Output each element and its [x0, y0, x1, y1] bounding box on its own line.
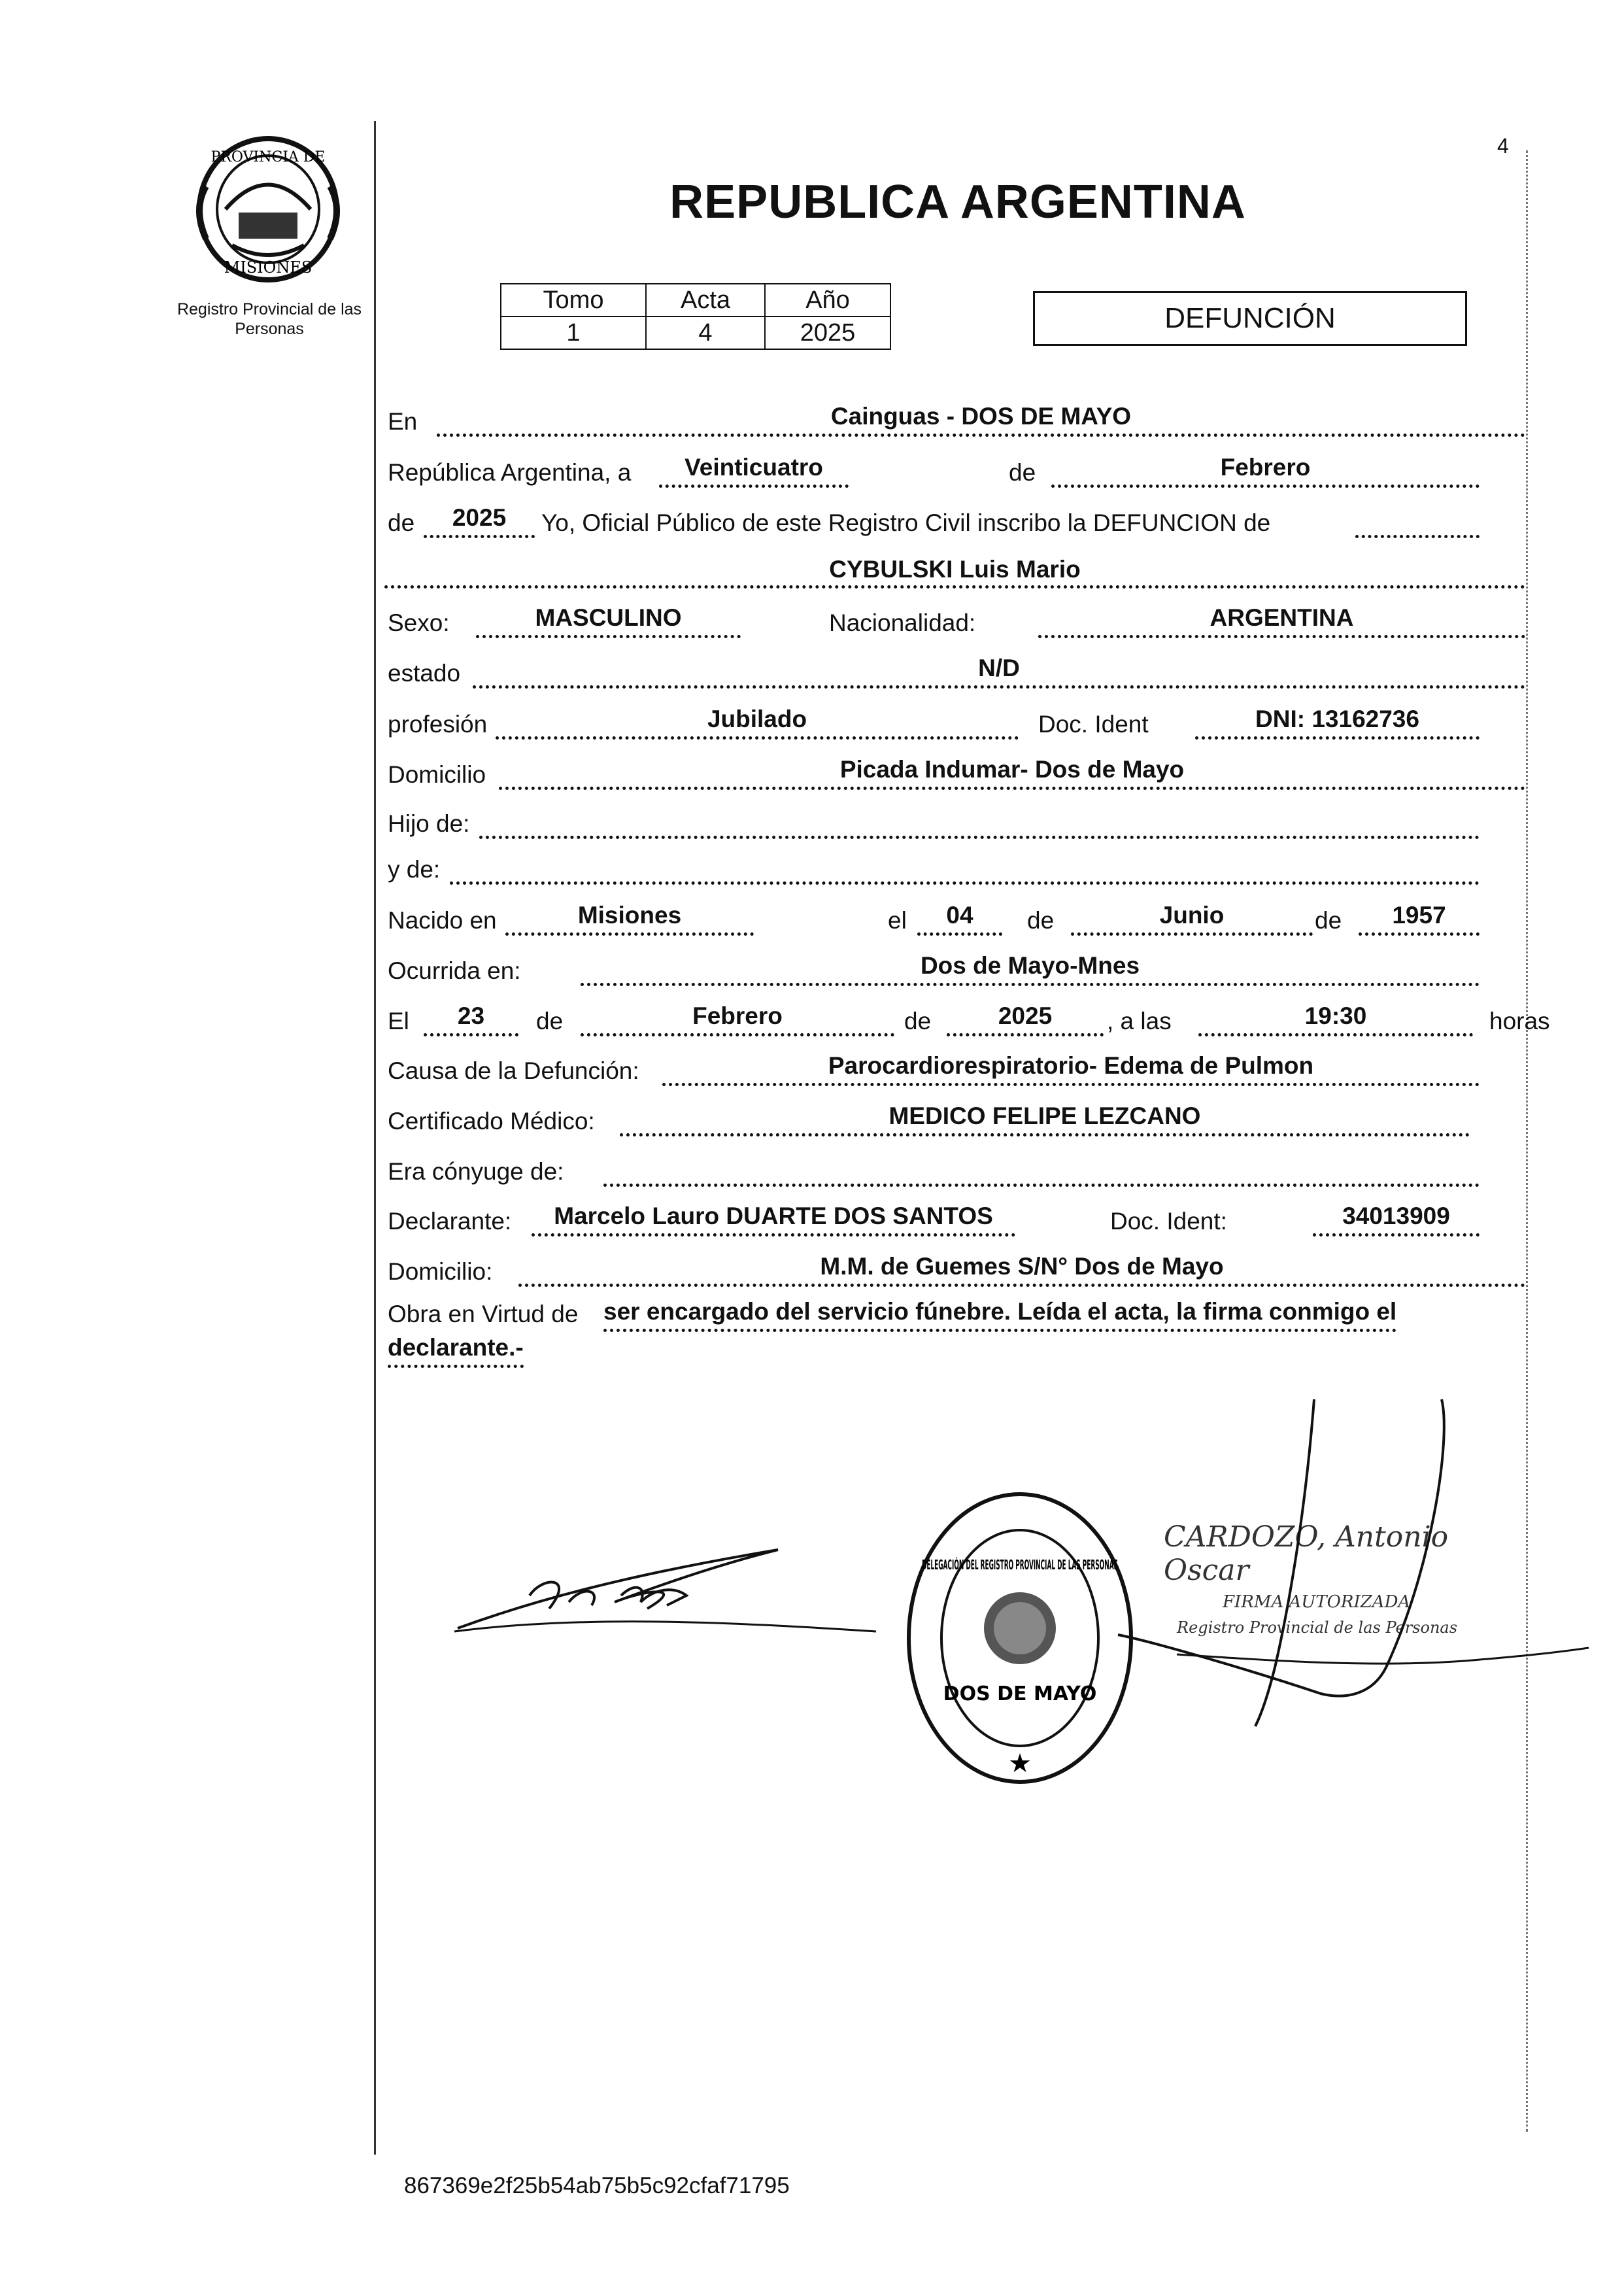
row-nombre — [384, 554, 1526, 593]
official-name: CARDOZO, Antonio Oscar — [1164, 1520, 1449, 1587]
label-republica: República Argentina, a — [388, 459, 632, 486]
label-sexo: Sexo: — [388, 609, 450, 636]
value-dni: DNI: 13162736 — [1255, 706, 1419, 732]
value-dia-inscripcion: Veinticuatro — [685, 454, 823, 481]
svg-text:★: ★ — [1008, 1749, 1032, 1778]
label-certificado: Certificado Médico: — [388, 1108, 595, 1135]
official-stamp-icon — [902, 1484, 1138, 1792]
row-causa — [384, 1051, 1526, 1091]
declarant-signature-icon — [451, 1524, 922, 1648]
right-margin-rule — [1526, 150, 1528, 2132]
label-doc-ident: Doc. Ident: — [1110, 1208, 1227, 1235]
label-profesion: profesión — [388, 711, 488, 738]
svg-text:DELEGACIÓN DEL REGISTRO PROVIN: DELEGACIÓN DEL REGISTRO PROVINCIAL DE LAS PERSONAS — [922, 1557, 1118, 1573]
label-estado: estado — [388, 660, 461, 687]
table-header-anio: Año — [765, 284, 890, 316]
official-role: FIRMA AUTORIZADA — [1223, 1592, 1411, 1612]
label-doc-ident: Doc. Ident — [1038, 711, 1149, 738]
value-def-mes: Febrero — [692, 1002, 783, 1029]
label-de: de — [1009, 459, 1036, 486]
row-ocurrida — [384, 951, 1526, 991]
value-obra-line2: declarante.- — [388, 1331, 524, 1368]
label-el: el — [888, 907, 907, 934]
label-en: En — [388, 408, 418, 435]
value-hora: 19:30 — [1304, 1002, 1367, 1029]
label-causa: Causa de la Defunción: — [388, 1057, 639, 1084]
value-domicilio: Picada Indumar- Dos de Mayo — [839, 756, 1185, 783]
label-declarante: Declarante: — [388, 1208, 512, 1235]
page-title: REPUBLICA ARGENTINA — [669, 176, 1246, 228]
official-signature-icon — [1111, 1386, 1595, 1752]
page-number: 4 — [1497, 134, 1509, 158]
value-certificado: MEDICO FELIPE LEZCANO — [888, 1102, 1201, 1129]
svg-text:MISIONES: MISIONES — [224, 258, 313, 277]
label-de: de — [536, 1008, 564, 1034]
svg-text:DOS DE MAYO: DOS DE MAYO — [943, 1682, 1097, 1705]
record-index-table — [500, 283, 891, 350]
registry-name: Registro Provincial de las Personas — [177, 300, 362, 338]
value-profesion: Jubilado — [707, 706, 807, 732]
dotted-line — [479, 836, 1480, 839]
row-y-de — [384, 850, 1526, 889]
table-value-acta: 4 — [646, 316, 765, 349]
label-de: de — [1315, 907, 1342, 934]
row-nacido — [384, 901, 1526, 940]
label-de: de — [388, 509, 415, 536]
row-anio-yo — [384, 504, 1526, 543]
label-nacido-en: Nacido en — [388, 907, 497, 934]
label-obra: Obra en Virtud de — [388, 1301, 579, 1327]
dotted-line — [450, 881, 1480, 885]
value-nacido-en: Misiones — [577, 902, 682, 929]
value-mes-inscripcion: Febrero — [1220, 454, 1311, 481]
province-seal-icon — [193, 134, 343, 284]
value-estado: N/D — [978, 655, 1020, 681]
value-declarante: Marcelo Lauro DUARTE DOS SANTOS — [554, 1203, 993, 1229]
table-header-tomo: Tomo — [501, 284, 646, 316]
row-domicilio-declarante — [384, 1252, 1526, 1291]
label-horas: horas — [1489, 1008, 1550, 1034]
document-hash: 867369e2f25b54ab75b5c92cfaf71795 — [404, 2173, 790, 2198]
row-hijo-de — [384, 804, 1526, 844]
value-lugar: Cainguas - DOS DE MAYO — [830, 403, 1132, 430]
table-value-anio: 2025 — [765, 316, 890, 349]
left-margin-rule — [374, 121, 376, 2155]
value-nac-anio: 1957 — [1392, 902, 1446, 929]
value-sexo: MASCULINO — [535, 604, 682, 631]
value-def-anio: 2025 — [998, 1002, 1053, 1029]
label-y-de: y de: — [388, 856, 441, 883]
row-profesion — [384, 705, 1526, 744]
value-causa: Parocardiorespiratorio- Edema de Pulmon — [828, 1052, 1314, 1079]
value-domicilio-declarante: M.M. de Guemes S/N° Dos de Mayo — [820, 1253, 1224, 1280]
row-declarante — [384, 1202, 1526, 1241]
row-fecha-defuncion — [384, 1002, 1550, 1041]
label-conyuge: Era cónyuge de: — [388, 1158, 564, 1185]
dotted-line — [603, 1184, 1480, 1187]
value-anio-inscripcion: 2025 — [452, 504, 507, 531]
official-office: Registro Provincial de las Personas — [1177, 1618, 1458, 1637]
value-nombre: CYBULSKI Luis Mario — [829, 556, 1081, 583]
value-nac-dia: 04 — [946, 902, 973, 929]
value-ocurrida-en: Dos de Mayo-Mnes — [920, 952, 1140, 979]
row-domicilio — [384, 755, 1526, 794]
row-estado — [384, 654, 1526, 693]
row-obra — [384, 1295, 1526, 1373]
label-ocurrida-en: Ocurrida en: — [388, 957, 521, 984]
dotted-line — [1355, 535, 1480, 538]
table-header-acta: Acta — [646, 284, 765, 316]
svg-text:PROVINCIA DE: PROVINCIA DE — [211, 149, 326, 165]
label-a-las: , a las — [1107, 1008, 1172, 1034]
row-certificado — [384, 1102, 1526, 1141]
table-value-tomo: 1 — [501, 316, 646, 349]
row-conyuge — [384, 1152, 1526, 1191]
value-nac-mes: Junio — [1159, 902, 1225, 929]
row-fecha-inscripcion — [384, 453, 1526, 492]
value-obra-line1: ser encargado del servicio fúnebre. Leída el acta, la firma conmigo el — [603, 1295, 1396, 1332]
record-type-box: DEFUNCIÓN — [1033, 291, 1467, 346]
label-domicilio: Domicilio: — [388, 1258, 493, 1285]
label-de: de — [1027, 907, 1055, 934]
row-sexo — [384, 604, 1526, 643]
label-hijo-de: Hijo de: — [388, 810, 470, 837]
label-domicilio: Domicilio — [388, 761, 486, 788]
value-doc-declarante: 34013909 — [1342, 1203, 1450, 1229]
row-en — [384, 402, 1526, 441]
value-def-dia: 23 — [457, 1002, 485, 1029]
label-yo-oficial: Yo, Oficial Público de este Registro Civil inscribo la DEFUNCION de — [541, 509, 1271, 536]
label-el: El — [388, 1008, 409, 1034]
label-de: de — [904, 1008, 932, 1034]
label-nacionalidad: Nacionalidad: — [829, 609, 976, 636]
value-nacionalidad: ARGENTINA — [1210, 604, 1354, 631]
